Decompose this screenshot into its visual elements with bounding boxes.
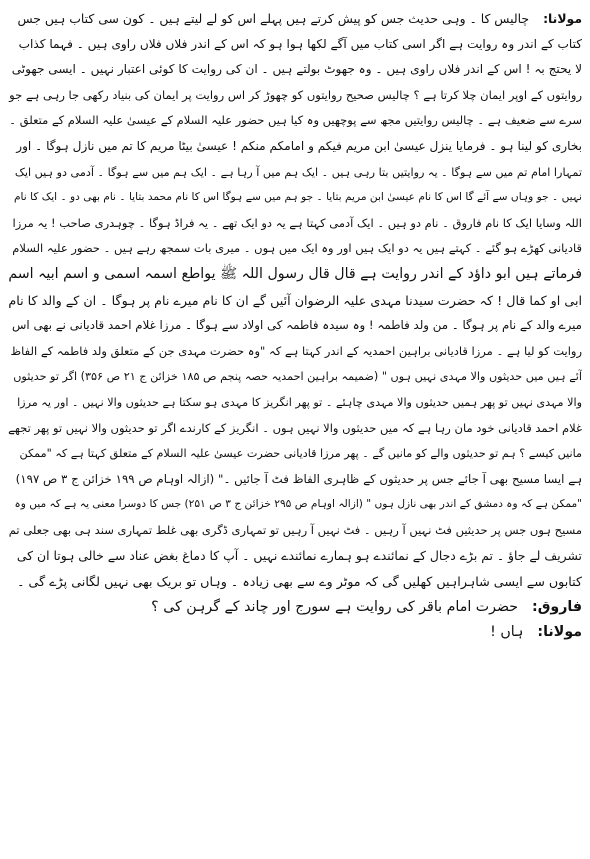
text-line: روایتوں کے اوپر ایمان چلا کرتا ہے ؟ چالیس صحیح روایتوں کو چھوڑ کر اس روایت پر ایمان کی بنیاد رکھی جا رہی ہے جو — [9, 87, 582, 102]
text-line: مانیں کیسے ؟ ہم تو حدیثوں والے کو مانیں گے ۔ پھر مرزا قادیانی حضرت عیسیٰ علیہ السلام کے متعلق کہتا ہے کہ "ممکن — [19, 447, 582, 461]
text-line: آئے ہیں میں حدیثوں والا مہدی نہیں ہوں " (ضمیمہ براہین احمدیہ حصہ پنجم ص ۱۸۵ خزائن ج ۲۱ ص ۳۵۶) اگر تو حدیثوں — [13, 370, 582, 384]
farooq-paragraph — [8, 595, 582, 621]
text-line: مسیح ہوں جس پر حدیثیں فٹ نہیں آ رہیں ۔ فٹ نہیں آ رہیں تو تمہاری ڈگری بھی غلط تمہاری سند ہی بھی جعلی تم — [8, 522, 582, 537]
text-line: ہے ایسا مسیح بھی آ جائے جس پر حدیثوں کے ظاہری الفاظ فٹ آ جائیں ۔" (ازالہ اوہام ص ۱۹۹ خزائن ج ۳ ص ۱۹۷) — [15, 471, 582, 486]
text-line — [8, 595, 582, 621]
text-line: قادیانی کھڑے ہو گئے ۔ کہتے ہیں یہ دو ایک ہیں اور وہ ایک میں ہوں ۔ میری بات سمجھ رہے ہیں ۔ حضور علیہ السلام — [12, 241, 582, 256]
maulana-paragraph — [8, 6, 582, 595]
text-line: اللہ وسایا ایک کا نام فاروق ۔ نام دو ہیں ۔ ایک آدمی کہتا ہے یہ دو ایک تھے ۔ یہ فراڈ ہوگا ۔ چوہدری صاحب ! یہ مرزا — [12, 215, 582, 230]
speaker-label: مولانا: — [537, 624, 582, 641]
text-line: سرے سے ضعیف ہے ۔ چالیس روایتیں مجھ سے پوچھیں وہ کیا ہیں حضور علیہ السلام کے عیسیٰ علیہ السلام کے متعلق ۔ — [9, 113, 582, 128]
text-line: تشریف لے جاؤ ۔ تم بڑے دجال کے نمائندے ہو ہمارے نمائندے نہیں ۔ آپ کا دماغ بغض عناد سے خالی ہوتا ان کی — [16, 548, 582, 564]
text-line: والا مہدی نہیں تو پھر ہمیں حدیثوں والا مہدی چاہئے ۔ تو پھر انگریز کا مہدی ہو سکتا ہے حدیثوں والا نہیں ۔ اور یہ مرزا — [17, 395, 582, 409]
text-line: کتابوں سے ایسی شاہراہیں کھلیں گی کہ موٹر وے سے بھی زیادہ ۔ وہاں تو بریک بھی نہیں لگانی پڑے گی ۔ — [17, 574, 582, 590]
text-line — [8, 6, 582, 32]
text-line: میرے والد کے نام پر ہوگا ۔ من ولد فاطمہ ! وہ سیدہ فاطمہ کی اولاد سے ہوگا ۔ مرزا غلام احمد قادیانی نے بھی اس — [12, 318, 582, 333]
speaker-label: فاروق: — [532, 598, 582, 615]
document-page — [8, 6, 582, 854]
text-line: بخاری کو لینا ہو ۔ فرمایا ینزل عیسیٰ ابن مریم فیکم و امامکم منکم ! عیسیٰ بیٹا مریم کا تم میں نازل ہوگا ۔ اور — [16, 138, 582, 153]
speaker-label: مولانا: — [543, 11, 582, 26]
text-line: تمہارا امام تم میں سے ہوگا ۔ یہ روایتیں بتا رہی ہیں ۔ ایک ہم میں آ رہا ہے ۔ ایک ہم میں سے ہوگا ۔ آدمی دو ہیں ایک — [14, 165, 582, 179]
text-line: ابی او کما قال ! کہ حضرت سیدنا مہدی علیہ الرضوان آئیں گے ان کا نام میرے نام پر ہوگا ۔ ان کے والد کا نام — [8, 292, 582, 308]
text-line: فرماتے ہیں ابو داؤد کے اندر روایت ہے قال قال رسول اللہ ﷺ یواطع اسمہ اسمی و اسم ابیہ اسم — [8, 265, 582, 282]
text-line: لا یحتج بہ ! اس کے اندر فلاں راوی ہیں ۔ وہ جھوٹ بولتے ہیں ۔ ان کی روایت کا کوئی اعتبار نہیں ۔ ایسی جھوٹی — [11, 62, 582, 77]
line-text: حضرت امام باقر کی روایت ہے سورج اور چاند کے گرہن کی ؟ — [151, 598, 519, 615]
text-line: کتاب کے اندر وہ روایت ہے اگر اسی کتاب میں آگے لکھا ہوا ہو کہ اس کے اندر فلاں فلاں راوی ہیں ۔ فہما کذاب — [18, 36, 582, 51]
line-text: ہاں ! — [490, 624, 524, 641]
text-line: غلام احمد قادیانی خود مان رہا ہے کہ میں حدیثوں والا نہیں ہوں ۔ انگریز کے کارندے اگر تو حدیثوں والا نہیں تو پھر تجھے — [8, 420, 582, 435]
text-line — [8, 620, 582, 646]
text-line: "ممکن ہے کہ وہ دمشق کے اندر بھی نازل ہوں " (ازالہ اوہام ص ۲۹۵ خزائن ج ۳ ص ۲۵۱) جس کا دوسرا معنی یہ ہے کہ میں وہ — [14, 498, 582, 511]
text-line: نہیں ۔ جو وہاں سے آئے گا اس کا نام عیسیٰ ابن مریم بتایا ۔ جو ہم میں سے ہوگا اس کا نام محمد بتایا ۔ نام بھی دو ۔ ایک کا نام — [13, 191, 582, 204]
text-line: روایت کو لیا ہے ۔ مرزا قادیانی براہین احمدیہ کے اندر کہتا ہے کہ "وہ حضرت مہدی جن کے متعلق ولد فاطمہ کے الفاظ — [10, 343, 582, 358]
line-text: چالیس کا ۔ وہی حدیث جس کو پیش کرتے ہیں پہلے اس کو لے لیتے ہیں ۔ کون سی کتاب ہیں جس — [17, 11, 530, 26]
maulana-reply — [8, 620, 582, 646]
